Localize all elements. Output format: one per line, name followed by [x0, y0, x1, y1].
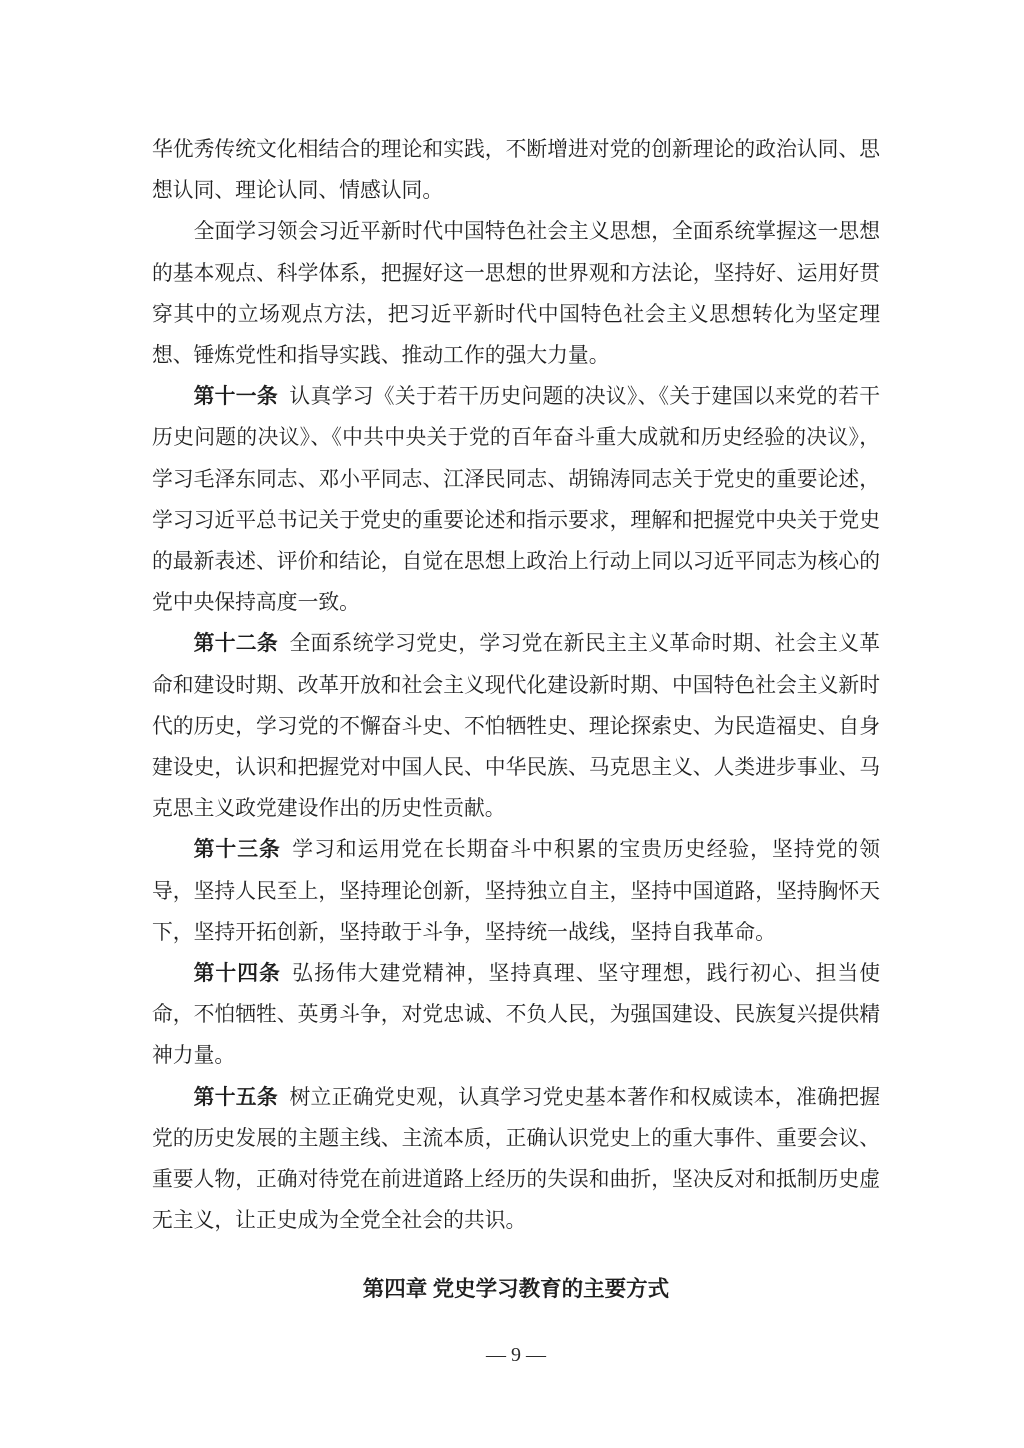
article-number: 第十三条	[193, 838, 281, 862]
chapter-heading: 第四章 党史学习教育的主要方式	[362, 1277, 670, 1302]
article-number: 第十一条	[193, 385, 278, 409]
article-number: 第十二条	[193, 632, 279, 656]
article-paragraph: 第十三条 学习和运用党在长期奋斗中积累的宝贵历史经验，坚持党的领导，坚持人民至上，坚持理论创新，坚持独立自主，坚持中国道路，坚持胸怀天下，坚持开拓创新，坚持敢于斗争，坚持统一战线，坚持自我革命。	[152, 838, 881, 944]
article-paragraph: 第十一条 认真学习《关于若干历史问题的决议》、《关于建国以来党的若干历史问题的决议》、《中共中央关于党的百年奋斗重大成就和历史经验的决议》，学习毛泽东同志、邓小平同志、江泽民同志、胡锦涛同志关于党史的重要论述，学习习近平总书记关于党史的重要论述和指示要求，理解和把握党中央关于党史的最新表述、评价和结论，自觉在思想上政治上行动上同以习近平同志为核心的党中央保持高度一致。	[152, 385, 880, 615]
article-paragraph: 第十四条 弘扬伟大建党精神，坚持真理、坚守理想，践行初心、担当使命，不怕牺牲、英勇斗争，对党忠诚、不负人民，为强国建设、民族复兴提供精神力量。	[152, 962, 881, 1068]
article-paragraph: 第十五条 树立正确党史观，认真学习党史基本著作和权威读本，准确把握党的历史发展的主题主线、主流本质，正确认识党史上的重大事件、重要会议、重要人物，正确对待党在前进道路上经历的失误和曲折，坚决反对和抵制历史虚无主义，让正史成为全党全社会的共识。	[152, 1085, 881, 1233]
paragraph: 华优秀传统文化相结合的理论和实践，不断增进对党的创新理论的政治认同、思想认同、理论认同、情感认同。	[152, 138, 880, 203]
document-body	[152, 129, 880, 1241]
page-number: — 9 —	[486, 1343, 546, 1366]
paragraph: 全面学习领会习近平新时代中国特色社会主义思想，全面系统掌握这一思想的基本观点、科学体系，把握好这一思想的世界观和方法论，坚持好、运用好贯穿其中的立场观点方法，把习近平新时代中国特色社会主义思想转化为坚定理想、锤炼党性和指导实践、推动工作的强大力量。	[152, 220, 880, 368]
article-number: 第十五条	[193, 1085, 279, 1109]
article-number: 第十四条	[193, 962, 281, 986]
article-paragraph: 第十二条 全面系统学习党史，学习党在新民主主义革命时期、社会主义革命和建设时期、改革开放和社会主义现代化建设新时期、中国特色社会主义新时代的历史，学习党的不懈奋斗史、不怕牺牲史、理论探索史、为民造福史、自身建设史，认识和把握党对中国人民、中华民族、马克思主义、人类进步事业、马克思主义政党建设作出的历史性贡献。	[152, 632, 881, 821]
